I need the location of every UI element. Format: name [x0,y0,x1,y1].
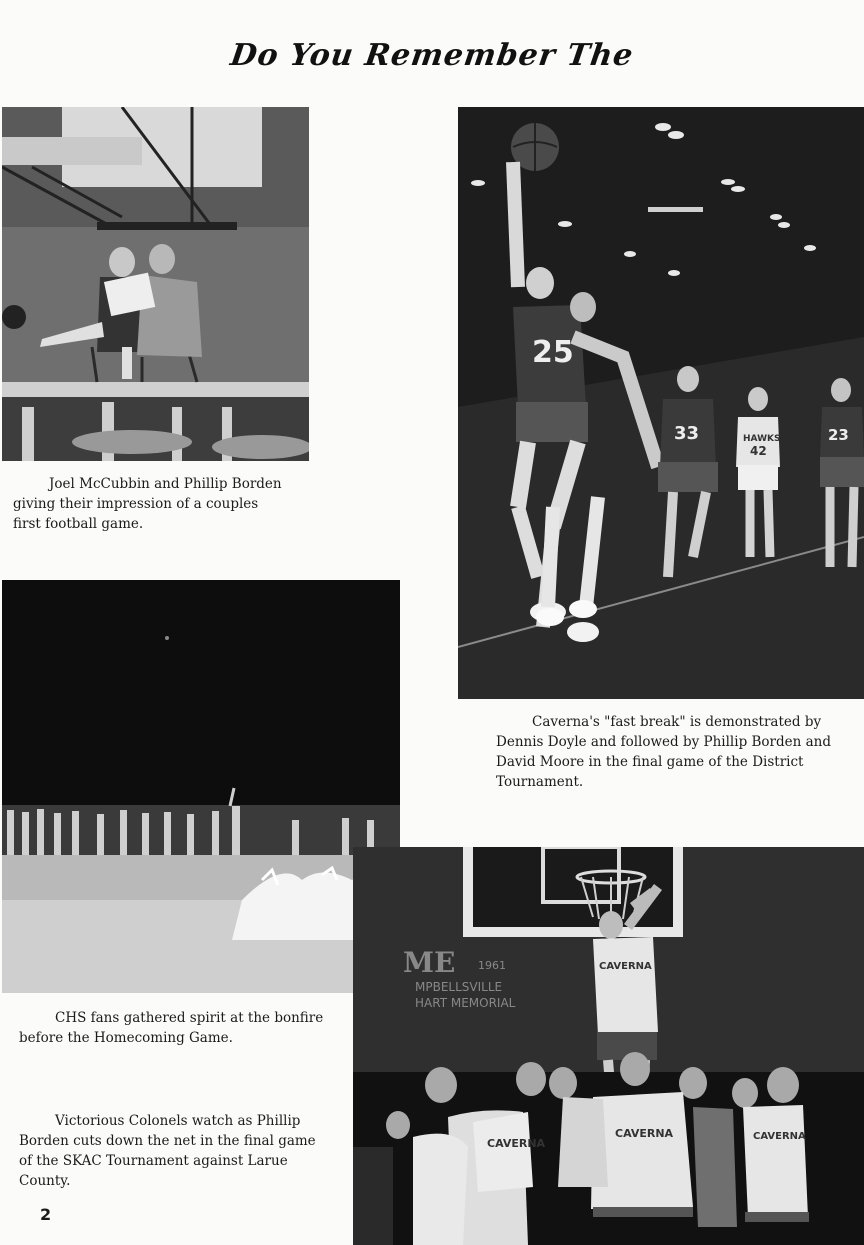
svg-text:CAVERNA: CAVERNA [599,961,652,972]
stage-skit-photo [2,107,309,461]
bonfire-photo [2,580,400,993]
stage-skit-caption: Joel McCubbin and Phillip Borden giving their impression of a couples first football game. [13,476,282,532]
svg-text:CAVERNA: CAVERNA [753,1131,806,1142]
net-cutting-photo [353,847,864,1245]
fast-break-photo [458,107,864,699]
svg-text:HART MEMORIAL: HART MEMORIAL [415,996,516,1010]
page-title: Do You Remember The [228,38,636,73]
svg-text:42: 42 [750,444,767,458]
svg-text:23: 23 [828,426,849,444]
page-number: 2 [40,1205,52,1224]
svg-text:HAWKS: HAWKS [743,434,781,444]
svg-text:CAVERNA: CAVERNA [615,1127,674,1140]
fast-break-caption: Caverna's "fast break" is demonstrated by Dennis Doyle and followed by Phillip Borden and David Moore in the final game of the District Tournament. [496,714,832,790]
net-cutting-caption: Victorious Colonels watch as Phillip Borden cuts down the net in the final game of the SKAC Tournament against Larue County. [19,1113,316,1189]
svg-text:CAVERNA: CAVERNA [487,1137,546,1150]
svg-text:MPBELLSVILLE: MPBELLSVILLE [415,980,503,994]
svg-text:1961: 1961 [478,959,506,972]
bonfire-caption: CHS fans gathered spirit at the bonfire before the Homecoming Game. [19,1010,324,1046]
svg-text:25: 25 [532,335,574,370]
svg-text:33: 33 [674,423,700,444]
svg-text:ME: ME [403,946,456,979]
